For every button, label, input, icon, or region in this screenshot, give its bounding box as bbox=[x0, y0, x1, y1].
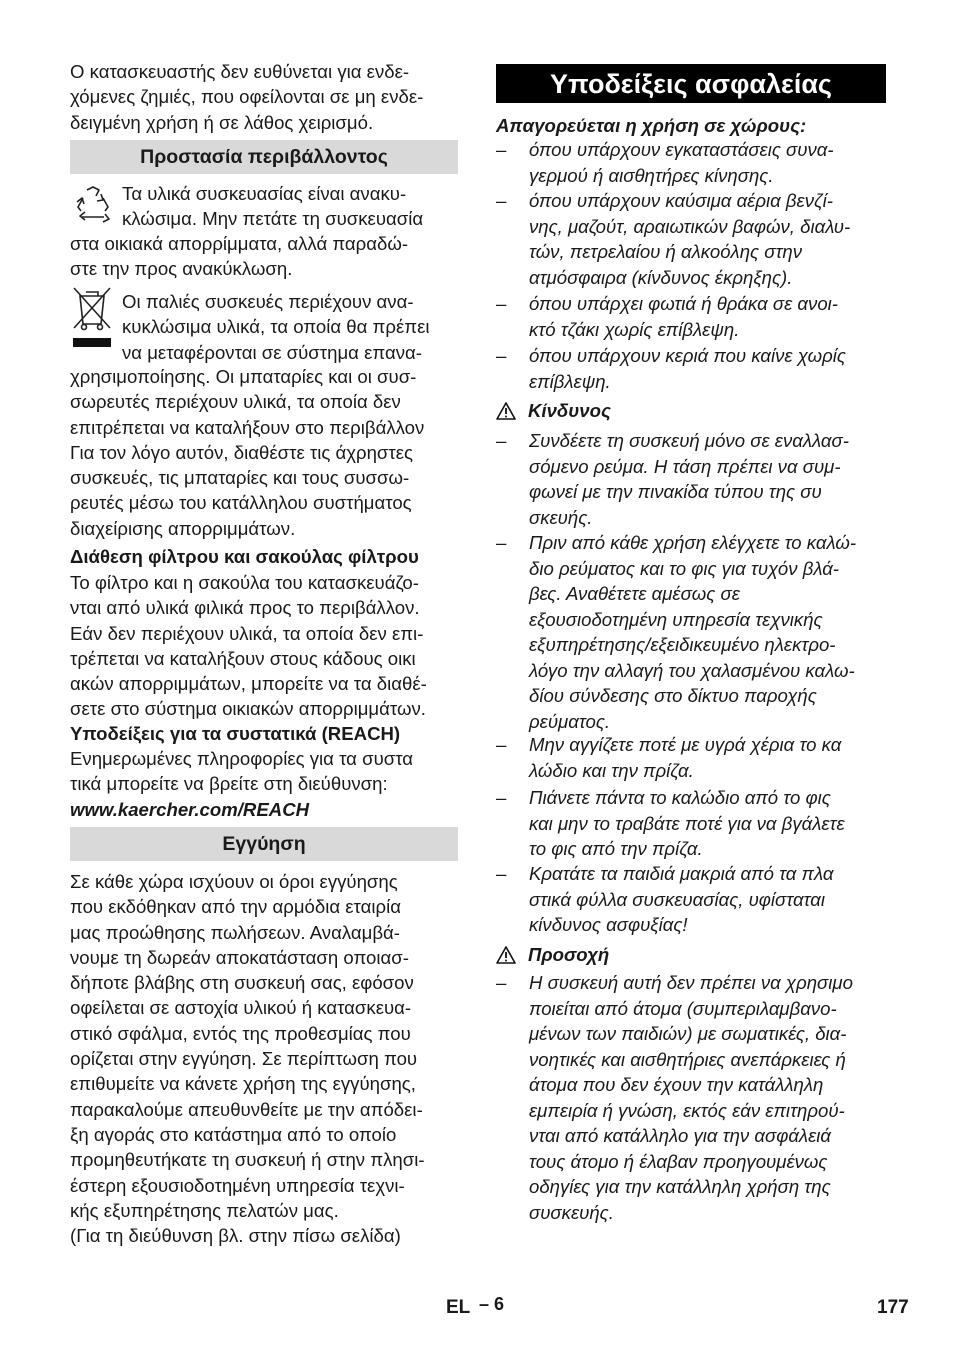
dash: – bbox=[496, 532, 507, 553]
list-item-text: όπου υπάρχουν κεριά που καίνε χωρίς επίβλεψη. bbox=[529, 345, 846, 392]
crossed-bin-icon bbox=[70, 286, 114, 350]
recycling-text-b: στα οικιακά απορρίμματα, αλλά παραδώ- στε την προς ανακύκλωση. bbox=[70, 233, 409, 280]
list-item-text: όπου υπάρχει φωτιά ή θράκα σε ανοι- κτό τζάκι χωρίς επίβλεψη. bbox=[529, 293, 838, 340]
dash: – bbox=[496, 190, 507, 211]
warranty-text: Σε κάθε χώρα ισχύουν οι όροι εγγύησης που εκδόθηκαν από την αρμόδια εταιρία μας προώθησης πωλήσεων. Αναλαμβά- νουμε τη δωρεάν αποκατάσταση οποιασ- δήποτε βλάβης στη συσκευή σας, εφόσον οφείλεται σε αστοχία υλικού ή κατασκευα- στικό σφάλμα, εντός της προθεσμίας που ορίζεται στην εγγύηση. Σε περίπτωση που επιθυμείτε να κάνετε χρήση της εγγύησης, παρακαλούμε απευθυνθείτε με την απόδει- ξη αγοράς στο κατάστημα από το οποίο προμηθευτήκατε τη συσκευή ή στην πλησι- έστερη εξουσιοδοτημένη υπηρεσία τεχνι- κής εξυπηρέτησης πελατών μας. (Για τη διεύθυνση βλ. στην πίσω σελίδα) bbox=[70, 871, 425, 1247]
warning-triangle-icon bbox=[496, 946, 516, 964]
dash: – bbox=[496, 345, 507, 366]
caution-heading: Προσοχή bbox=[528, 944, 610, 965]
reach-text: Ενημερωμένες πληροφορίες για τα συστα τικά μπορείτε να βρείτε στη διεύθυνση: bbox=[70, 748, 414, 795]
environment-heading: Προστασία περιβάλλοντος bbox=[70, 140, 458, 174]
safety-title: Υποδείξεις ασφαλείας bbox=[496, 64, 886, 103]
weee-text-b: χρησιμοποίησης. Οι μπαταρίες και οι συσ- σωρευτές περιέχουν υλικά, τα οποία δεν επιτρέπεται να καταλήξουν στο περιβάλλον Για τον λόγο αυτόν, διαθέστε τις άχρηστες συσκευές, τις μπαταρίες και τους συσσω- ρευτές μέσω του κατάλληλου συστήματος διαχείρισης απορριμμάτων. bbox=[70, 366, 425, 539]
list-item-text: Η συσκευή αυτή δεν πρέπει να χρησιμο ποιείται από άτομα (συμπεριλαμβανο- μένων των παιδιών) με σωματικές, δια- νοητικές και αισθητήριες ανεπάρκειες ή άτομα που δεν έχουν την κατάλληλη εμπειρία ή γνώση, εκτός εάν επιτηρού- νται από κατάλληλο για την ασφάλειά τους άτομο ή έλαβαν προηγουμένως οδηγίες για την κατάλληλη χρήση της συσκευής. bbox=[529, 972, 853, 1223]
list-item-text: Κρατάτε τα παιδιά μακριά από τα πλα στικά φύλλα συσκευασίας, υφίσταται κίνδυνος ασφυξίας! bbox=[529, 863, 834, 935]
list-item-text: όπου υπάρχουν εγκαταστάσεις συνα- γερμού ή αισθητήρες κίνησης. bbox=[529, 139, 834, 186]
section-page: – 6 bbox=[479, 1294, 505, 1314]
danger-heading-row bbox=[496, 398, 611, 423]
list-item-text: Πριν από κάθε χρήση ελέγχετε το καλώ- διο ρεύματος και το φις για τυχόν βλά- βες. Αναθέτετε αμέσως σε εξουσιοδοτημένη υπηρεσία τεχνικής εξυπηρέτησης/εξειδικευμένο ηλεκτρο- λόγο την αλλαγή του χαλασμένου καλω- δίου σύνδεσης στο δίκτυο παροχής ρεύματος. bbox=[529, 532, 857, 732]
dash: – bbox=[496, 430, 507, 451]
list-item-text: Πιάνετε πάντα το καλώδιο από το φις και μην το τραβάτε ποτέ για να βγάλετε το φις από την πρίζα. bbox=[529, 787, 845, 859]
list-item-text: Μην αγγίζετε ποτέ με υγρά χέρια το κα λώδιο και την πρίζα. bbox=[529, 734, 842, 781]
dash: – bbox=[496, 863, 507, 884]
warning-triangle-icon bbox=[496, 402, 516, 420]
prohibited-heading: Απαγορεύεται η χρήση σε χώρους: bbox=[496, 115, 807, 136]
language-code: EL bbox=[446, 1297, 471, 1318]
caution-heading-row bbox=[496, 942, 609, 967]
reach-heading: Υποδείξεις για τα συστατικά (REACH) bbox=[70, 723, 401, 744]
filter-disposal-text: Το φίλτρο και η σακούλα του κατασκευάζο- νται από υλικά φιλικά προς το περιβάλλον. Εάν δεν περιέχουν υλικά, τα οποία δεν επι- τρέπεται να καταλήξουν στους κάδους οικι ακών απορριμμάτων, μπορείτε να τα διαθέ- σετε στο σύστημα οικιακών απορριμμάτων. bbox=[70, 572, 427, 720]
filter-disposal-heading: Διάθεση φίλτρου και σακούλας φίλτρου bbox=[70, 546, 419, 567]
list-item-text: Συνδέετε τη συσκευή μόνο σε εναλλασ- σόμενο ρεύμα. Η τάση πρέπει να συμ- φωνεί με την πινακίδα τύπου της συ σκευής. bbox=[529, 430, 849, 528]
list-item-text: όπου υπάρχουν καύσιμα αέρια βενζί- νης, μαζούτ, αραιωτικών βαφών, διαλυ- τών, πετρελαίου ή αλκοόλης στην ατμόσφαιρα (κίνδυνος έκρηξης). bbox=[529, 190, 851, 288]
dash: – bbox=[496, 139, 507, 160]
intro-paragraph: Ο κατασκευαστής δεν ευθύνεται για ενδε- χόμενες ζημιές, που οφείλονται σε μη ενδε- δειγμένη χρήση ή σε λάθος χειρισμό. bbox=[70, 61, 424, 133]
recycling-icon bbox=[70, 184, 116, 228]
weee-text-a: Οι παλιές συσκευές περιέχουν ανα- κυκλώσιμα υλικά, τα οποία θα πρέπει να μεταφέρονται σε σύστημα επανα- bbox=[122, 291, 430, 363]
reach-link[interactable]: www.kaercher.com/REACH bbox=[70, 799, 310, 820]
dash: – bbox=[496, 293, 507, 314]
danger-heading: Κίνδυνος bbox=[528, 400, 611, 421]
page-number: 177 bbox=[877, 1297, 909, 1318]
dash: – bbox=[496, 787, 507, 808]
dash: – bbox=[496, 972, 507, 993]
recycling-text-a: Τα υλικά συσκευασίας είναι ανακυ- κλώσιμα. Μην πετάτε τη συσκευασία bbox=[122, 183, 424, 230]
dash: – bbox=[496, 734, 507, 755]
warranty-heading: Εγγύηση bbox=[70, 827, 458, 861]
